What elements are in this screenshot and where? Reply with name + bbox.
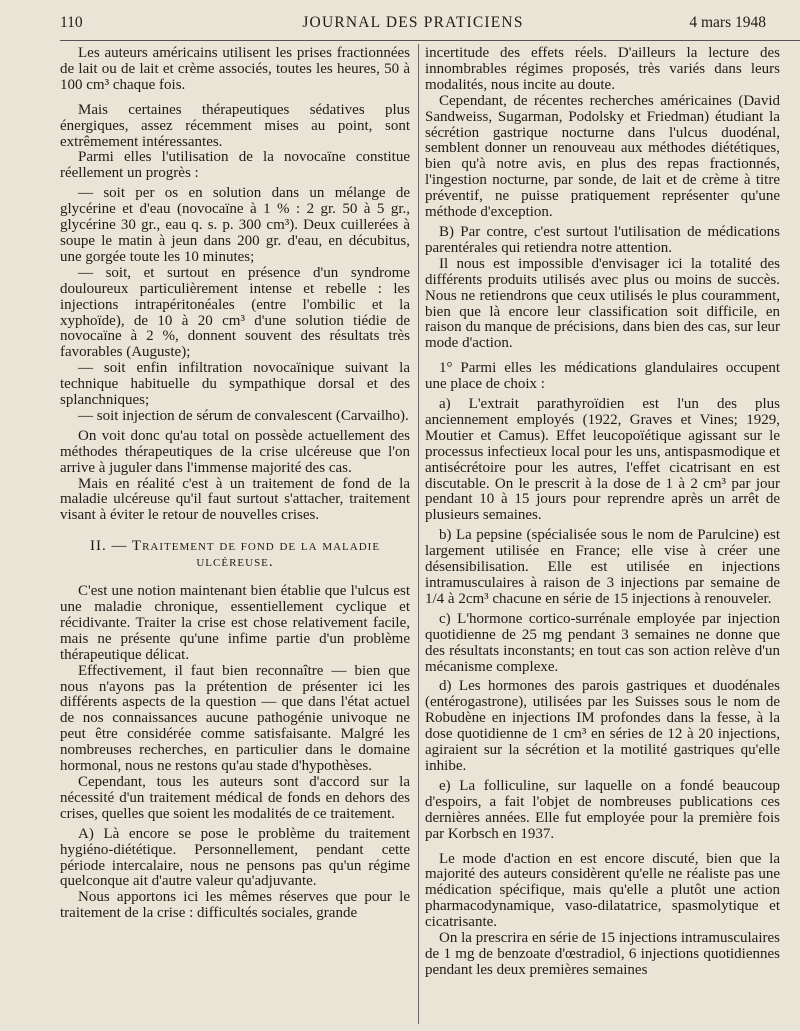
list-item: e) La folliculine, sur laquelle on a fondé beaucoup d'espoirs, a fait l'objet de nombreuses publications ces dernières années. Elle fut employée pour la première fois par Korbsch en 1937. xyxy=(425,777,780,842)
paragraph: Le mode d'action en est encore discuté, bien que la majorité des auteurs considèrent qu'elle ne réaliste pas une médication spécifique, mais qu'elle a plutôt une action pharmacodynamique, vaso-dilatatrice, spasmolytique et cicatrisante. xyxy=(425,850,780,931)
journal-title: JOURNAL DES PRATICIENS xyxy=(302,14,524,31)
paragraph: Effectivement, il faut bien reconnaître — bien que nous n'ayons pas la prétention de présenter ici les différents aspects de la question — que dans l'état actuel de nos connaissances aucune pathogénie univoque ne peut être considérée comme satisfaisante. Malgré les nombreuses recherches, en particulier dans le domaine hormonal, nous ne restons qu'au stade d'hypothèses. xyxy=(60,662,410,775)
paragraph: 1° Parmi elles les médications glandulaires occupent une place de choix : xyxy=(425,360,780,393)
paragraph: A) Là encore se pose le problème du traitement hygiéno-diététique. Personnellement, pendant cette période intercalaire, nous ne pensons pas qu'un régime quelconque ait d'autre valeur qu'adjuvante. xyxy=(60,825,410,890)
paragraph: Mais certaines thérapeutiques sédatives plus énergiques, assez récemment mises au point, sont extrêmement intéressantes. xyxy=(60,101,410,150)
right-column xyxy=(425,46,780,979)
list-item: — soit, et surtout en présence d'un syndrome douloureux particulièrement intense et rebelle : les injections intrapéritonéales (entre l'ombilic et la xyphoïde), de 10 à 20 cm³ d'une solution tiédie de novocaïne à 2 %, donnent souvent des résultats très favorables (Auguste); xyxy=(60,264,410,361)
list-item: b) La pepsine (spécialisée sous le nom de Parulcine) est largement utilisée en France; elle vise à créer une désensibilisation. Elle est utilisée en injections intramusculaires à raison de 3 injections par semaine de 1/4 à 2cm³ chacune en série de 15 injections à renouveler. xyxy=(425,527,780,607)
page-number: 110 xyxy=(60,14,83,31)
paragraph: On voit donc qu'au total on possède actuellement des méthodes thérapeutiques de la crise ulcéreuse que l'on arrive à juguler dans l'immense majorité des cas. xyxy=(60,427,410,476)
paragraph: Mais en réalité c'est à un traitement de fond de la maladie ulcéreuse qu'il faut surtout s'attacher, traitement visant à éviter le retour de nouvelles crises. xyxy=(60,475,410,524)
paragraph: Nous apportons ici les mêmes réserves que pour le traitement de la crise : difficultés sociales, grande xyxy=(60,889,410,922)
list-item: a) L'extrait parathyroïdien est l'un des plus anciennement employés (1922, Graves et Vines; 1929, Moutier et Camus). Effet leucopoïétique agissant sur le processus infectieux local pour les uns, antispasmodique et antisécrétoire pour les autres, l'effet cicatrisant en est discutable. On le prescrit à la dose de 1 à 2 cm³ par jour pendant 10 à 15 jours pour reprendre après un arrêt de plusieurs semaines. xyxy=(425,396,780,524)
paragraph: Les auteurs américains utilisent les prises fractionnées de lait ou de lait et crème associés, toutes les heures, 50 à 100 cm³ chaque fois. xyxy=(60,45,410,93)
list-item: d) Les hormones des parois gastriques et duodénales (entérogastrone), utilisées par les Suisses sous le nom de Robudène en injections IM profondes dans la fesse, à la dose quotidienne de 1 cm³ en séries de 12 à 20 injections, agiraient sur la sécrétion et la motilité gastriques qu'elle inhibe. xyxy=(425,678,780,774)
list-item: — soit enfin infiltration novocaïnique suivant la technique habituelle du sympathique dorsal et des splanchniques; xyxy=(60,360,410,409)
list-item: c) L'hormone cortico-surrénale employée par injection quotidienne de 25 mg pendant 3 semaines ne donne que des résultats inconstants; en tout cas son action relève d'un mécanisme complexe. xyxy=(425,610,780,675)
paragraph: Il nous est impossible d'envisager ici la totalité des différents produits utilisés avec plus ou moins de succès. Nous ne retiendrons que ceux utilisés le plus couramment, bien que là encore leur classification soit difficile, en raison du manque de précisions, dans bien des cas, sur leur mode d'action. xyxy=(425,255,780,352)
paragraph: Parmi elles l'utilisation de la novocaïne constitue réellement un progrès : xyxy=(60,149,410,182)
paragraph: On la prescrira en série de 15 injections intramusculaires de 1 mg de benzoate d'œstradiol, 6 injections quotidiennes pendant les deux premières semaines xyxy=(425,930,780,978)
paragraph: Cependant, tous les auteurs sont d'accord sur la nécessité d'un traitement médical de fonds en dehors des crises, quelles que soient les modalités de ce traitement. xyxy=(60,773,410,822)
paragraph: C'est une notion maintenant bien établie que l'ulcus est une maladie chronique, essentiellement cyclique et récidivante. Traiter la crise est chose relativement facile, mais ne présente qu'une infime partie d'un problème thérapeutique délicat. xyxy=(60,583,410,663)
paragraph: B) Par contre, c'est surtout l'utilisation de médications parentérales qui retiendra notre attention. xyxy=(425,223,780,256)
running-header xyxy=(60,10,766,36)
list-item: — soit injection de sérum de convalescent (Carvailho). xyxy=(78,407,409,424)
list-item: — soit per os en solution dans un mélange de glycérine et d'eau (novocaïne à 1 % : 2 gr. 50 à 5 gr., glycérine 30 gr., eau q. s. p. 300 cm³). Deux cuillerées à soupe le matin à jeun dans 200 gr. d'eau, en décubitus, une gorgée toute les 10 minutes; xyxy=(60,185,410,265)
section-heading: II. — Traitement de fond de la maladie ulcéreuse. xyxy=(89,538,381,571)
left-column xyxy=(60,46,410,922)
column-divider xyxy=(418,44,419,1024)
header-rule xyxy=(60,40,800,41)
paragraph: Cependant, de récentes recherches américaines (David Sandweiss, Sugarman, Podolsky et Friedman) étudiant la sécrétion gastrique nocturne dans l'ulcus duodénal, semblent donner un renouveau aux méthodes diététiques, bien qu'à notre avis, en plus des repas fractionnés, l'ingestion nocturne, par sonde, de lait et de crème à titre préventif, ne puisse pratiquement représenter qu'une méthode d'exception. xyxy=(425,92,780,221)
paragraph: incertitude des effets réels. D'ailleurs la lecture des innombrables régimes proposés, très variés dans leurs modalités, nous incite au doute. xyxy=(425,45,780,93)
issue-date: 4 mars 1948 xyxy=(689,14,766,31)
